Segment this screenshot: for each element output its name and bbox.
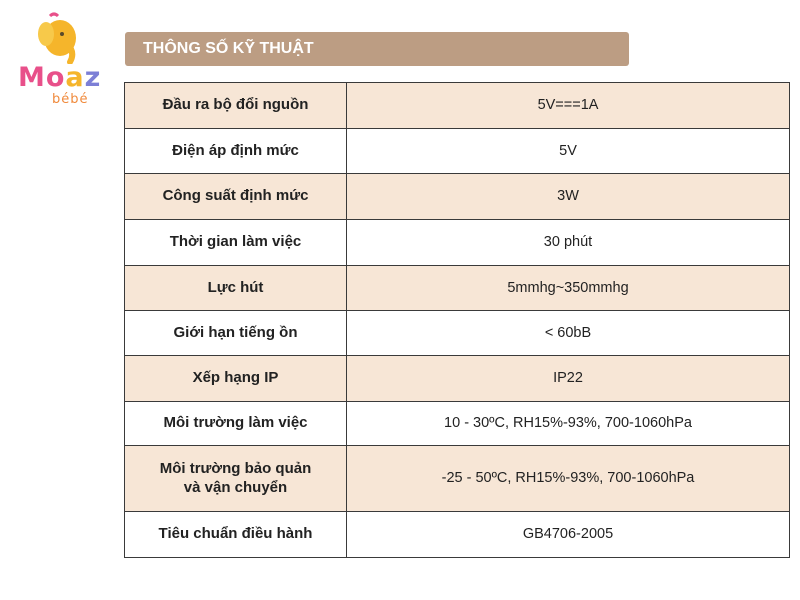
table-row xyxy=(125,311,790,356)
spec-label: Đầu ra bộ đổi nguồn xyxy=(125,83,347,129)
table-row xyxy=(125,174,790,220)
table-row xyxy=(125,266,790,311)
table-row xyxy=(125,129,790,174)
spec-label: Xếp hạng IP xyxy=(125,356,347,402)
spec-label: Giới hạn tiếng ồn xyxy=(125,311,347,356)
table-row xyxy=(125,402,790,446)
spec-value: 30 phút xyxy=(347,220,790,266)
spec-value: < 60bB xyxy=(347,311,790,356)
table-row xyxy=(125,446,790,512)
brand-wordmark: Moaz xyxy=(18,62,102,93)
section-title: THÔNG SỐ KỸ THUẬT xyxy=(125,32,629,66)
spec-value: GB4706-2005 xyxy=(347,512,790,558)
spec-value: 10 - 30ºC, RH15%-93%, 700-1060hPa xyxy=(347,402,790,446)
brand-subtitle: bébé xyxy=(52,92,89,107)
brand-logo xyxy=(14,12,114,107)
table-row xyxy=(125,220,790,266)
spec-table xyxy=(124,82,790,558)
table-row xyxy=(125,356,790,402)
spec-label: Môi trường bảo quản và vận chuyển xyxy=(125,446,347,512)
spec-value: 5V===1A xyxy=(347,83,790,129)
spec-label: Môi trường làm việc xyxy=(125,402,347,446)
spec-label: Lực hút xyxy=(125,266,347,311)
spec-value: -25 - 50ºC, RH15%-93%, 700-1060hPa xyxy=(347,446,790,512)
spec-value: 5V xyxy=(347,129,790,174)
spec-label: Thời gian làm việc xyxy=(125,220,347,266)
elephant-icon xyxy=(36,12,84,64)
spec-value: IP22 xyxy=(347,356,790,402)
spec-label: Tiêu chuẩn điều hành xyxy=(125,512,347,558)
table-row xyxy=(125,512,790,558)
spec-value: 3W xyxy=(347,174,790,220)
spec-label: Điện áp định mức xyxy=(125,129,347,174)
spec-label: Công suất định mức xyxy=(125,174,347,220)
table-row xyxy=(125,83,790,129)
spec-value: 5mmhg~350mmhg xyxy=(347,266,790,311)
